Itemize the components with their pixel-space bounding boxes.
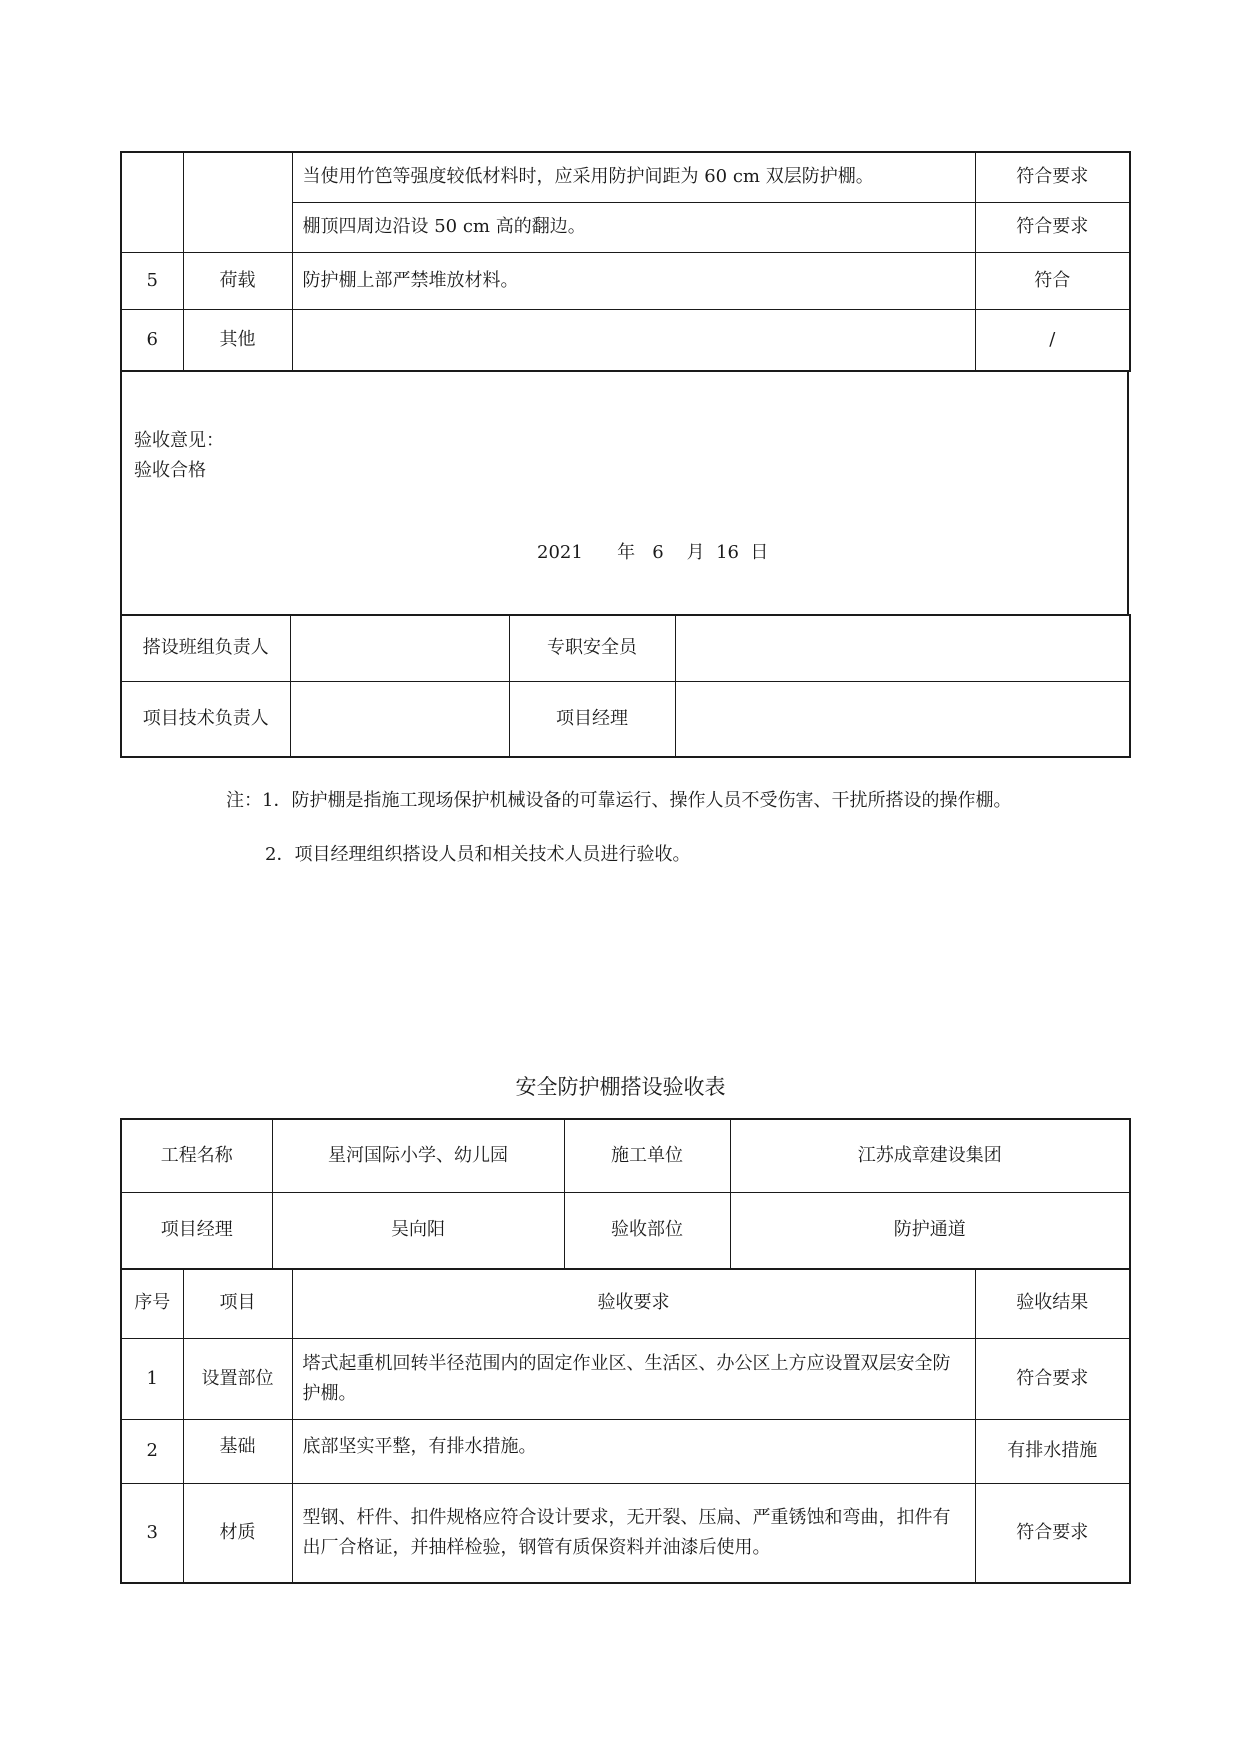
column-header-no: 序号 bbox=[121, 1268, 183, 1338]
result-cell: 有排水措施 bbox=[975, 1419, 1130, 1483]
row-item-cell: 其他 bbox=[183, 309, 292, 371]
project-name-label: 工程名称 bbox=[121, 1119, 272, 1192]
note-2: 2．项目经理组织搭设人员和相关技术人员进行验收。 bbox=[265, 844, 691, 865]
continued-requirements-table bbox=[120, 151, 1131, 372]
row-item-cell bbox=[183, 152, 292, 252]
requirement-cell: 塔式起重机回转半径范围内的固定作业区、生活区、办公区上方应设置双层安全防护棚。 bbox=[292, 1338, 975, 1419]
table-row bbox=[121, 1483, 1130, 1583]
table-row bbox=[121, 681, 1130, 757]
signature-field[interactable] bbox=[290, 681, 509, 757]
project-info-table bbox=[120, 1118, 1131, 1270]
result-cell: 符合要求 bbox=[975, 152, 1130, 202]
requirement-cell: 防护棚上部严禁堆放材料。 bbox=[292, 252, 975, 309]
location-label: 验收部位 bbox=[564, 1192, 730, 1269]
signature-label: 项目技术负责人 bbox=[121, 681, 290, 757]
column-header-requirement: 验收要求 bbox=[292, 1268, 975, 1338]
column-header-result: 验收结果 bbox=[975, 1268, 1130, 1338]
acceptance-opinion-box bbox=[120, 370, 1129, 615]
table-row bbox=[121, 252, 1130, 309]
manager-value: 吴向阳 bbox=[272, 1192, 564, 1269]
row-item-cell: 材质 bbox=[183, 1483, 292, 1583]
acceptance-requirements-table bbox=[120, 1268, 1131, 1584]
signature-label: 搭设班组负责人 bbox=[121, 615, 290, 681]
row-item-cell: 基础 bbox=[183, 1419, 292, 1483]
result-cell: / bbox=[975, 309, 1130, 371]
table-row bbox=[121, 152, 1130, 202]
row-number-cell: 2 bbox=[121, 1419, 183, 1483]
note-1: 注：1．防护棚是指施工现场保护机械设备的可靠运行、操作人员不受伤害、干扰所搭设的操作棚。 bbox=[226, 790, 1012, 811]
table-row bbox=[121, 1119, 1130, 1192]
requirement-cell: 底部坚实平整，有排水措施。 bbox=[292, 1419, 975, 1483]
requirement-cell: 棚顶四周边沿设 50 cm 高的翻边。 bbox=[292, 202, 975, 252]
project-name-value: 星河国际小学、幼儿园 bbox=[272, 1119, 564, 1192]
signature-label: 专职安全员 bbox=[509, 615, 675, 681]
signature-field[interactable] bbox=[290, 615, 509, 681]
opinion-label: 验收意见： bbox=[134, 430, 224, 451]
requirement-cell: 当使用竹笆等强度较低材料时，应采用防护间距为 60 cm 双层防护棚。 bbox=[292, 152, 975, 202]
table-row bbox=[121, 1419, 1130, 1483]
location-value: 防护通道 bbox=[730, 1192, 1130, 1269]
opinion-date: 2021 年 6 月 16 日 bbox=[537, 542, 769, 563]
manager-label: 项目经理 bbox=[121, 1192, 272, 1269]
table-row bbox=[121, 309, 1130, 371]
table-row bbox=[121, 1338, 1130, 1419]
signature-label: 项目经理 bbox=[509, 681, 675, 757]
column-header-item: 项目 bbox=[183, 1268, 292, 1338]
signature-table bbox=[120, 614, 1131, 758]
row-number-cell: 6 bbox=[121, 309, 183, 371]
header-row bbox=[121, 1268, 1130, 1338]
row-number-cell: 1 bbox=[121, 1338, 183, 1419]
contractor-value: 江苏成章建设集团 bbox=[730, 1119, 1130, 1192]
row-number-cell: 5 bbox=[121, 252, 183, 309]
requirement-cell: 型钢、杆件、扣件规格应符合设计要求，无开裂、压扁、严重锈蚀和弯曲，扣件有出厂合格证，并抽样检验，钢管有质保资料并油漆后使用。 bbox=[292, 1483, 975, 1583]
result-cell: 符合要求 bbox=[975, 202, 1130, 252]
signature-field[interactable] bbox=[675, 615, 1130, 681]
row-number-cell bbox=[121, 152, 183, 252]
table-row bbox=[121, 615, 1130, 681]
requirement-cell bbox=[292, 309, 975, 371]
contractor-label: 施工单位 bbox=[564, 1119, 730, 1192]
opinion-value: 验收合格 bbox=[134, 460, 206, 481]
row-item-cell: 荷载 bbox=[183, 252, 292, 309]
form-title: 安全防护棚搭设验收表 bbox=[515, 1075, 726, 1099]
row-number-cell: 3 bbox=[121, 1483, 183, 1583]
result-cell: 符合要求 bbox=[975, 1338, 1130, 1419]
result-cell: 符合要求 bbox=[975, 1483, 1130, 1583]
signature-field[interactable] bbox=[675, 681, 1130, 757]
result-cell: 符合 bbox=[975, 252, 1130, 309]
row-item-cell: 设置部位 bbox=[183, 1338, 292, 1419]
table-row bbox=[121, 1192, 1130, 1269]
